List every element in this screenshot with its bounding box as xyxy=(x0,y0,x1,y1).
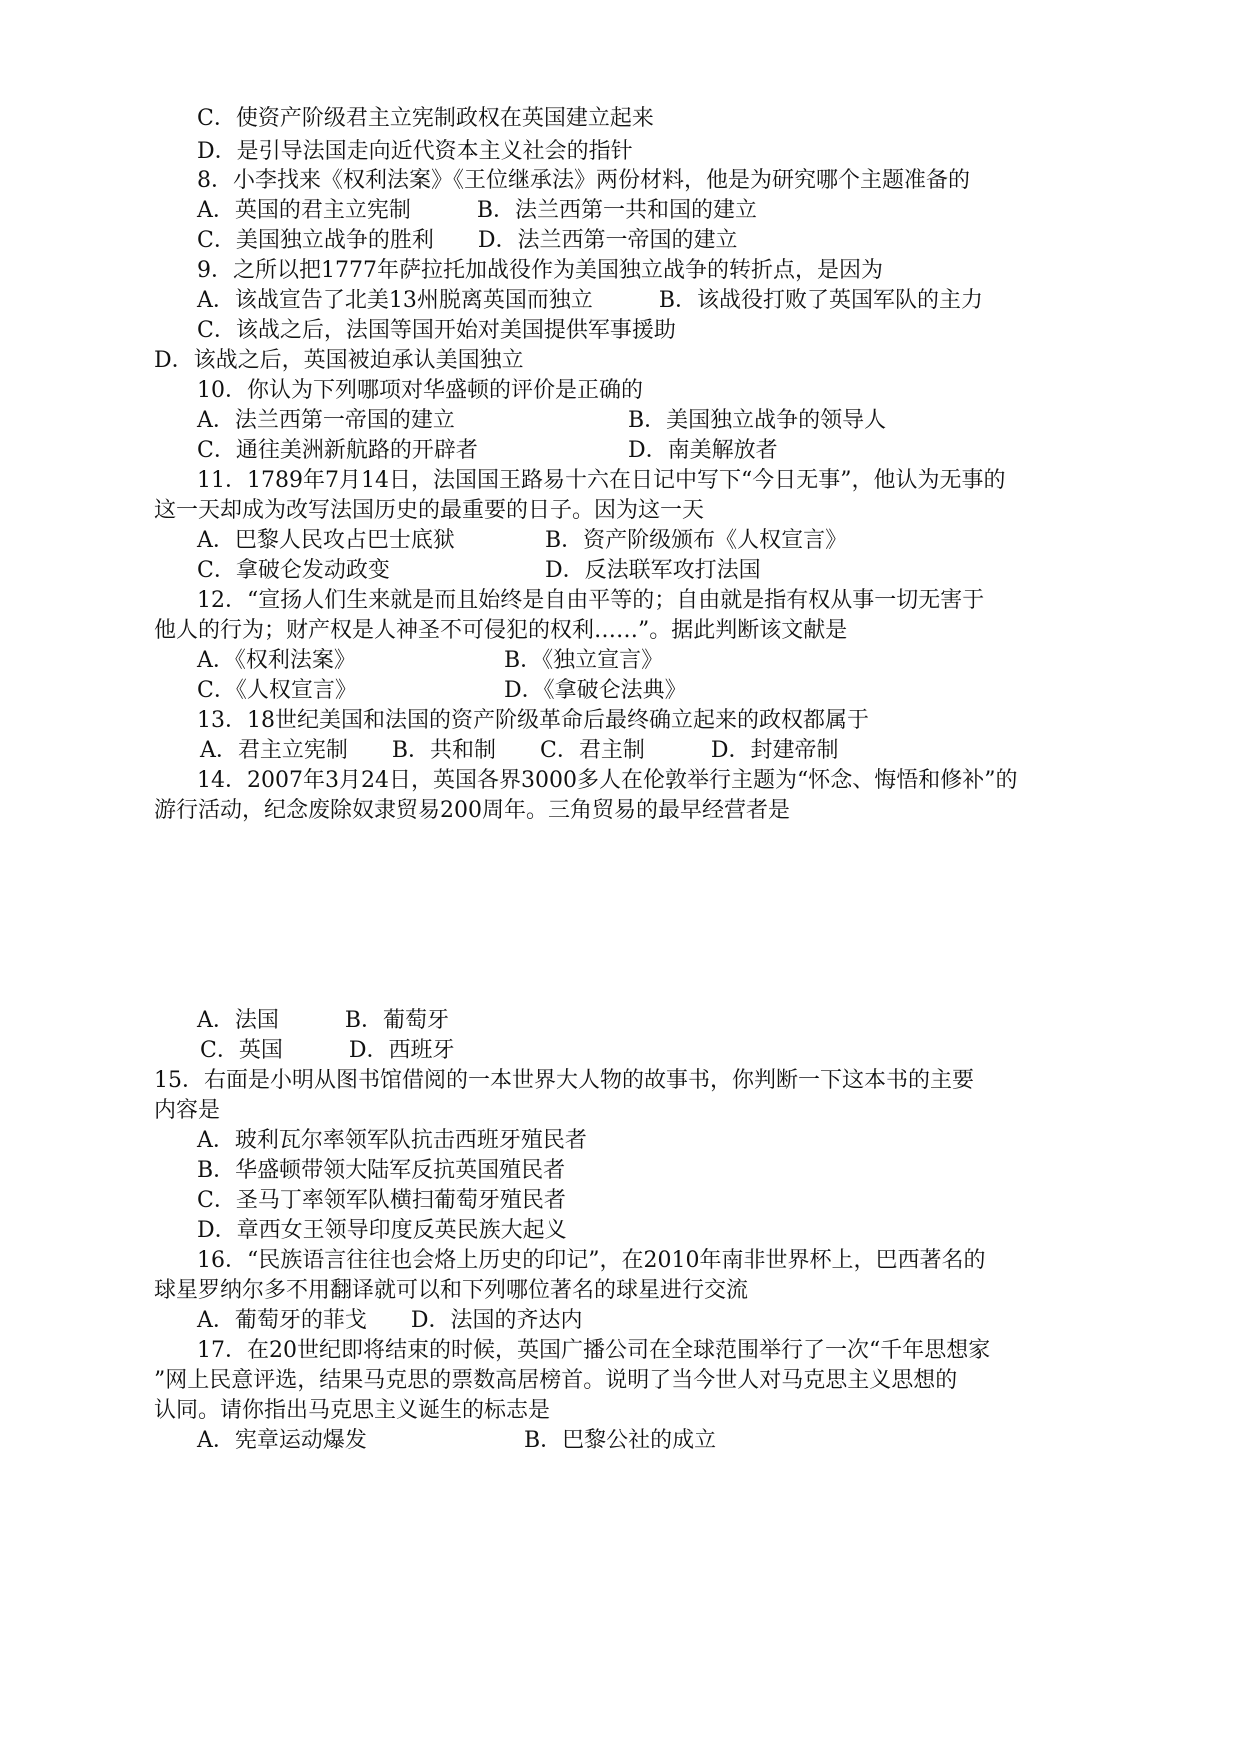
q11-option-c: C．拿破仑发动政变 xyxy=(197,558,390,583)
q12-option-a: A．《权利法案》 xyxy=(197,648,356,673)
q14-stem-line1: 14．2007年3月24日，英国各界3000多人在伦敦举行主题为“怀念、悔悟和修补”的 xyxy=(197,768,1018,793)
q15-stem-line2: 内容是 xyxy=(154,1098,221,1123)
q8-options-ab: A．英国的君主立宪制 B．法兰西第一共和国的建立 xyxy=(197,198,758,223)
q16-stem-line2: 球星罗纳尔多不用翻译就可以和下列哪位著名的球星进行交流 xyxy=(154,1278,749,1303)
q7-option-d: D．是引导法国走向近代资本主义社会的指针 xyxy=(197,139,633,164)
q7-option-c: C．使资产阶级君主立宪制政权在英国建立起来 xyxy=(197,106,654,131)
q17-option-b: B．巴黎公社的成立 xyxy=(524,1428,717,1453)
q11-option-d: D．反法联军攻打法国 xyxy=(545,558,761,583)
q12-stem-line1: 12．“宣扬人们生来就是而且始终是自由平等的；自由就是指有权从事一切无害于 xyxy=(197,588,985,613)
q11-stem-line2: 这一天却成为改写法国历史的最重要的日子。因为这一天 xyxy=(154,498,705,523)
q11-stem-line1: 11．1789年7月14日，法国国王路易十六在日记中写下“今日无事”，他认为无事的 xyxy=(197,468,1006,493)
q10-option-d: D．南美解放者 xyxy=(628,438,778,463)
q16-stem-line1: 16．“民族语言往往也会烙上历史的印记”，在2010年南非世界杯上，巴西著名的 xyxy=(197,1248,986,1273)
q10-option-c: C．通往美洲新航路的开辟者 xyxy=(197,438,478,463)
q15-option-d: D．章西女王领导印度反英民族大起义 xyxy=(197,1218,567,1243)
q10-stem: 10．你认为下列哪项对华盛顿的评价是正确的 xyxy=(197,378,643,403)
q15-stem-line1: 15．右面是小明从图书馆借阅的一本世界大人物的故事书，你判断一下这本书的主要 xyxy=(154,1068,974,1093)
q8-stem: 8．小李找来《权利法案》《王位继承法》两份材料，他是为研究哪个主题准备的 xyxy=(197,168,970,193)
q12-option-c: C．《人权宣言》 xyxy=(197,678,357,703)
q14-options-cd: C．英国 D．西班牙 xyxy=(200,1038,455,1063)
q15-option-b: B．华盛顿带领大陆军反抗英国殖民者 xyxy=(197,1158,566,1183)
q12-stem-line2: 他人的行为；财产权是人神圣不可侵犯的权利……”。据此判断该文献是 xyxy=(154,618,848,643)
q13-stem: 13．18世纪美国和法国的资产阶级革命后最终确立起来的政权都属于 xyxy=(197,708,869,733)
q17-stem-line2: ”网上民意评选，结果马克思的票数高居榜首。说明了当今世人对马克思主义思想的 xyxy=(154,1368,958,1393)
q16-options: A．葡萄牙的菲戈 D．法国的齐达内 xyxy=(197,1308,583,1333)
q17-stem-line1: 17．在20世纪即将结束的时候，英国广播公司在全球范围举行了一次“千年思想家 xyxy=(197,1338,991,1363)
q12-option-b: B．《独立宣言》 xyxy=(504,648,664,673)
q14-options-ab: A．法国 B．葡萄牙 xyxy=(197,1008,450,1033)
q11-option-a: A．巴黎人民攻占巴士底狱 xyxy=(197,528,455,553)
q9-options-ab: A．该战宣告了北美13州脱离英国而独立 B．该战役打败了英国军队的主力 xyxy=(197,288,984,313)
q15-option-a: A．玻利瓦尔率领军队抗击西班牙殖民者 xyxy=(197,1128,587,1153)
q11-option-b: B．资产阶级颁布《人权宣言》 xyxy=(545,528,848,553)
q9-option-d: D．该战之后，英国被迫承认美国独立 xyxy=(154,348,524,373)
q17-stem-line3: 认同。请你指出马克思主义诞生的标志是 xyxy=(154,1398,551,1423)
q9-stem: 9．之所以把1777年萨拉托加战役作为美国独立战争的转折点，是因为 xyxy=(197,258,883,283)
q14-stem-line2: 游行活动，纪念废除奴隶贸易200周年。三角贸易的最早经营者是 xyxy=(154,798,790,823)
q15-option-c: C．圣马丁率领军队横扫葡萄牙殖民者 xyxy=(197,1188,566,1213)
q9-option-c: C．该战之后，法国等国开始对美国提供军事援助 xyxy=(197,318,676,343)
q17-option-a: A．宪章运动爆发 xyxy=(197,1428,367,1453)
q13-options: A．君主立宪制 B．共和制 C．君主制 D．封建帝制 xyxy=(200,738,839,763)
q10-option-b: B．美国独立战争的领导人 xyxy=(628,408,887,433)
q8-options-cd: C．美国独立战争的胜利 D．法兰西第一帝国的建立 xyxy=(197,228,738,253)
q10-option-a: A．法兰西第一帝国的建立 xyxy=(197,408,455,433)
q12-option-d: D．《拿破仑法典》 xyxy=(504,678,687,703)
